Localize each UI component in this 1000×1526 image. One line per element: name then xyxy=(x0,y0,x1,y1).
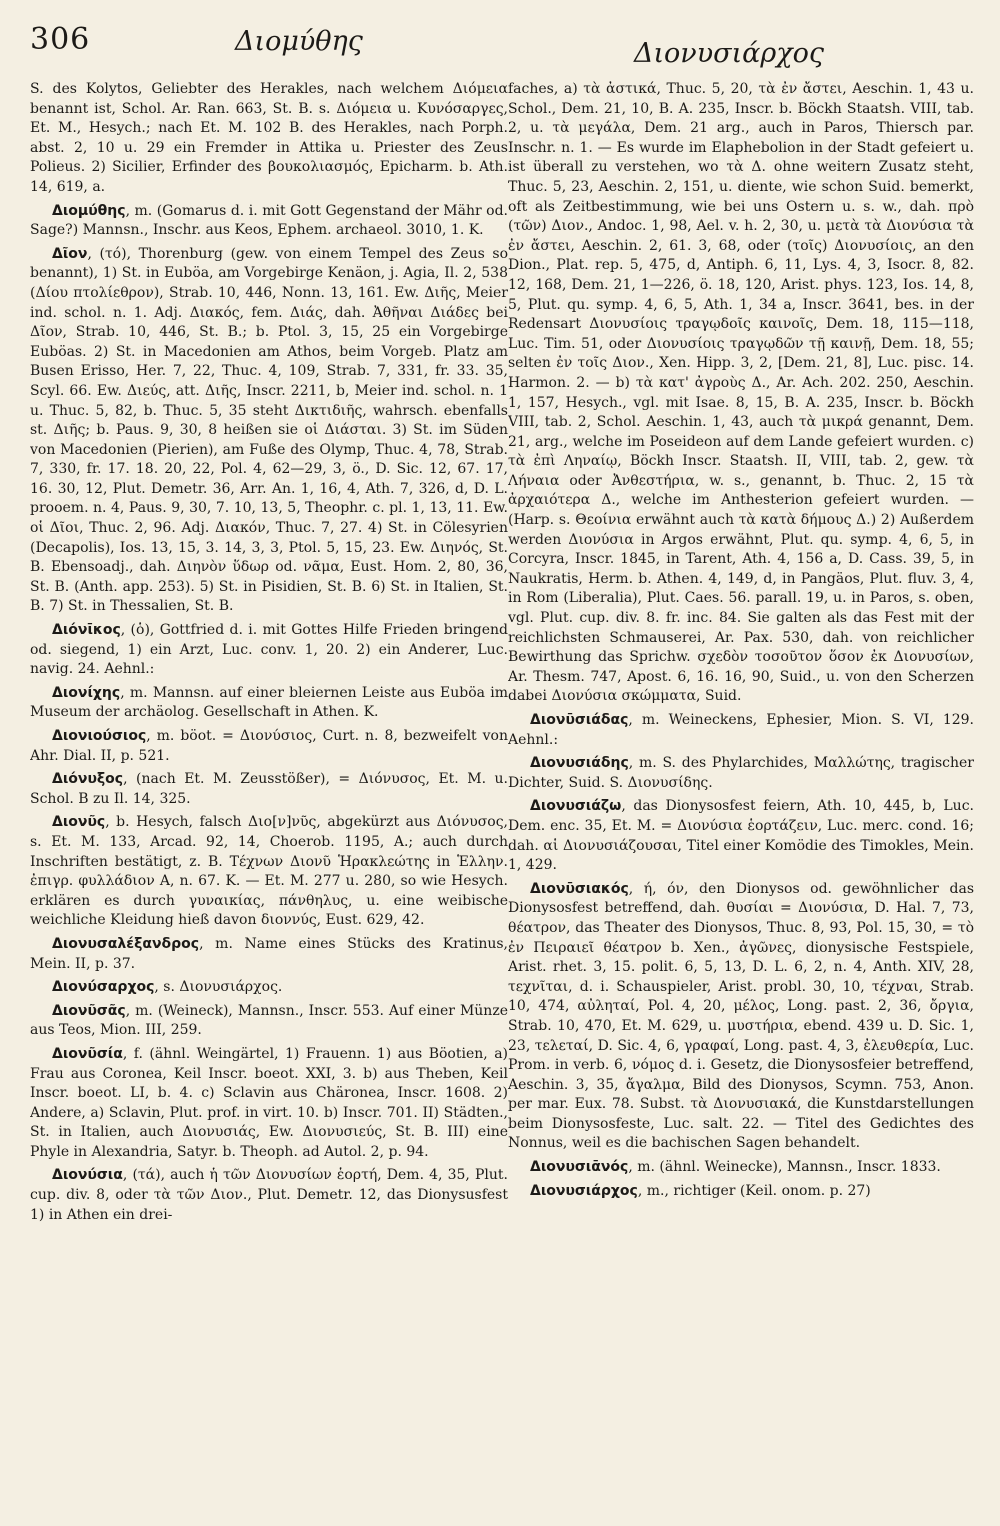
entry-text: , (nach Et. M. Zeusstößer), = Διόνυσος, Et. M. u. Schol. B zu Il. 14, 325. xyxy=(30,771,508,807)
entry-text: , m. Mannsn. auf einer bleiernen Leiste aus Euböa im Museum der archäolog. Gesellschaft in Athen. K. xyxy=(30,684,508,721)
entry-headword: Διονυσιᾱνός xyxy=(530,1159,629,1176)
dictionary-entry xyxy=(30,684,508,723)
entry-headword: Διονῦς xyxy=(52,814,106,831)
entry-text: , m. S. des Phylarchides, Μαλλώτης, tragischer Dichter, Suid. S. Διονυσίδης. xyxy=(508,755,974,791)
dictionary-entry xyxy=(30,1166,508,1225)
dictionary-entry xyxy=(30,770,508,809)
entry-headword: Διόνῑκος xyxy=(52,622,121,639)
entry-continuation xyxy=(508,80,974,707)
entry-headword: Διόνυξος xyxy=(52,771,124,788)
entry-text: , m. (Weineck), Mannsn., Inscr. 553. Auf einer Münze aus Teos, Mion. III, 259. xyxy=(30,1002,508,1039)
dictionary-entry xyxy=(30,935,508,974)
entry-continuation xyxy=(30,80,508,198)
left-column xyxy=(30,80,508,1486)
entry-text: , m. Name eines Stücks des Kratinus, Mein. II, p. 37. xyxy=(30,935,508,972)
entry-headword: Διονύσια xyxy=(52,1167,123,1184)
dictionary-entry xyxy=(508,754,974,793)
entry-text: , m. (ähnl. Weinecke), Mannsn., Inscr. 1833. xyxy=(628,1159,941,1176)
entry-headword: Διονυσιάρχος xyxy=(530,1182,638,1199)
entry-text: , (τό), Thorenburg (gew. von einem Tempel des Zeus so benannt), 1) St. in Euböa, am Vorgebirge Kenäon, j. Agia, Il. 2, 538 (Δίου πτολίεθρον), Strab. 10, 446, Nonn. 13, 161. Ew. Διῆς, Meier ind. schol. n. 1. Adj. Διακός, fem. Διάς, dah. Ἀθῆναι Διάδες bei Δῖον, Strab. 10, 446, St. B.; b. Ptol. 3, 15, 25 ein Vorgebirge Euböas. 2) St. in Macedonien am Athos, beim Vorgeb. Platz am Busen Erisso, Her. 7, 22, Thuc. 4, 109, Strab. 7, 331, fr. 33. 35, Scyl. 66. Ew. Διεύς, att. Διῆς, Inscr. 2211, b, Meier ind. schol. n. 1 u. Thuc. 5, 82, b. Thuc. 5, 35 steht Δικτιδιῆς, wahrsch. ebenfalls st. Διῆς; b. Paus. 9, 30, 8 heißen sie οἱ Διάσται. 3) St. im Süden von Macedonien (Pierien), am Fuße des Olymp, Thuc. 4, 78, Strab. 7, 330, fr. 17. 18. 20, 22, Pol. 4, 62—29, 3, ö., D. Sic. 12, 67. 17, 16. 30, 12, Plut. Demetr. 36, Arr. An. 1, 16, 4, Ath. 7, 326, d, D. L. prooem. n. 4, Paus. 9, 30, 7. 10, 13, 5, Theophr. c. pl. 1, 13, 11. Ew. οἱ Δῖοι, Thuc. 2, 96. Adj. Διακόν, Thuc. 7, 27. 4) St. in Cölesyrien (Decapolis), Ios. 13, 15, 3. 14, 3, 3, Ptol. 5, 15, 23. Ew. Διηνός, St. B. Ebensoadj., dah. Διηνὸν ὕδωρ od. νᾶμα, Eust. Hom. 2, 80, 36, St. B. (Anth. app. 253). 5) St. in Pisidien, St. B. 6) St. in Italien, St. B. 7) St. in Thessalien, St. B. xyxy=(30,245,508,615)
entry-headword: Διονῡσιακός xyxy=(530,880,629,897)
entry-text: S. des Kolytos, Geliebter des Herakles, nach welchem Διόμεια benannt ist, Schol. Ar. Ran. 663, St. B. s. Διόμεια u. Κυνόσαργες, Et. M., Hesych.; nach Et. M. 102 B. des Herakles, nach Porph. abst. 2, 10 u. 29 ein Fremder in Attika u. Priester des Zeus Polieus. 2) Sicilier, Erfinder des βουκολιασμός, Epicharm. b. Ath. 14, 619, a. xyxy=(30,81,508,195)
dictionary-entry xyxy=(30,1045,508,1163)
entry-text: , s. Διονυσιάρχος. xyxy=(154,979,283,996)
entry-text: , (ὁ), Gottfried d. i. mit Gottes Hilfe Frieden bringend od. siegend, 1) ein Arzt, Luc. conv. 1, 20. 2) ein Anderer, Luc. navig. 24. Aehnl.: xyxy=(30,622,508,678)
entry-headword: Διονυσιάζω xyxy=(530,798,622,815)
entry-headword: Διονῡσιάδας xyxy=(530,712,629,728)
page-header xyxy=(30,14,974,69)
entry-text: faches, a) τὰ ἀστικά, Thuc. 5, 20, τὰ ἐν ἄστει, Aeschin. 1, 43 u. Schol., Dem. 21, 10, B. A. 235, Inscr. b. Böckh Staatsh. VIII, tab. 2, u. τὰ μεγάλα, Dem. 21 arg., auch in Paros, Thiersch par. Inschr. n. 1. — Es wurde im Elaphebolion in der Stadt gefeiert u. ist überall zu verstehen, wo τὰ Δ. ohne weitern Zusatz steht, Thuc. 5, 23, Aeschin. 2, 151, u. diente, wie schon Suid. bemerkt, oft als Zeitbestimmung, wie bei uns Ostern u. s. w., dah. πρὸ (τῶν) Διον., Andoc. 1, 98, Ael. v. h. 2, 30, u. μετὰ τὰ Διονύσια τὰ ἐν ἄστει, Aeschin. 2, 61. 3, 68, oder (τοῖς) Διονυσίοις, an den Dion., Plat. rep. 5, 475, d, Antiph. 6, 11, Lys. 4, 3, Isocr. 8, 82. 12, 168, Dem. 21, 1—226, ö. 18, 120, Arist. phys. 123, Ios. 14, 8, 5, Plut. qu. symp. 4, 6, 5, Ath. 1, 34 a, Inscr. 3641, bes. in der Redensart Διονυσίοις τραγῳδοῖς καινοῖς, Dem. 18, 115—118, Luc. Tim. 51, oder Διονυσίοις τραγῳδῶν τῇ καινῇ, Dem. 18, 55; selten ἐν τοῖς Διον., Xen. Hipp. 3, 2, [Dem. 21, 8], Luc. pisc. 14. Harmon. 2. — b) τὰ κατ' ἀγροὺς Δ., Ar. Ach. 202. 250, Aeschin. 1, 157, Hesych., vgl. mit Isae. 8, 15, B. A. 235, Inscr. b. Böckh VIII, tab. 2, Schol. Aeschin. 1, 43, auch τὰ μικρά genannt, Dem. 21, arg., welche im Poseideon auf dem Lande gefeiert wurden. c) τὰ ἐπὶ Ληναίῳ, Böckh Inscr. Staatsh. II, VIII, tab. 2, gew. τὰ Λήναια oder Ἀνθεστήρια, w. s., genannt, b. Thuc. 2, 15 τὰ ἀρχαιότερα Δ., welche im Anthesterion gefeiert wurden. — (Harp. s. Θεοίνια erwähnt auch τὰ κατὰ δήμους Δ.) 2) Außerdem werden Διονύσια in Argos erwähnt, Plut. qu. symp. 4, 6, 5, in Corcyra, Inscr. 1845, in Tarent, Ath. 4, 156 a, D. Cass. 39, 5, in Naukratis, Herm. b. Athen. 4, 149, d, in Pangäos, Plut. fluv. 3, 4, in Rom (Liberalia), Plut. Caes. 56. parall. 19, u. in Paros, s. oben, vgl. Plut. cup. div. 8. fr. inc. 84. Sie galten als das Fest mit der reichlichsten Schmauserei, Ar. Pax. 530, dah. von reichlicher Bewirthung das Sprichw. σχεδὸν τοσοῦτον ὅσον ἐκ Διονυσίων, Ar. Thesm. 747, Apost. 6, 16. 16, 90, Suid., u. von den Scherzen dabei Διονύσια σκώμματα, Suid. xyxy=(508,81,974,705)
entry-headword: Διονυσαλέξανδρος xyxy=(52,935,200,952)
dictionary-entry xyxy=(508,1182,974,1202)
dictionary-entry xyxy=(30,621,508,680)
entry-text: , ή, όν, den Dionysos od. gewöhnlicher das Dionysosfest betreffend, dah. θυσίαι = Διονύσια, D. Hal. 7, 73, θέατρον, das Theater des Dionysos, Thuc. 8, 93, Pol. 15, 30, = τὸ ἐν Πειραιεῖ θέατρον b. Xen., ἀγῶνες, dionysische Festspiele, Arist. rhet. 3, 15. polit. 6, 5, 13, D. L. 6, 2, n. 4, Anth. XIV, 28, τεχνῖται, d. i. Schauspieler, Arist. probl. 30, 10, τέχναι, Strab. 10, 474, αὐληταί, Pol. 4, 20, μέλος, Long. past. 2, 36, ὄργια, Strab. 10, 470, Et. M. 629, u. μυστήρια, ebend. 439 u. D. Sic. 1, 23, τελεταί, D. Sic. 4, 6, γραφαί, Long. past. 4, 3, ἐλευθερία, Luc. Prom. in verb. 6, νόμος d. i. Gesetz, die Dionysosfeier betreffend, Aeschin. 3, 35, ἄγαλμα, Bild des Dionysos, Scymn. 753, Anon. per mar. Eux. 78. Subst. τὰ Διονυσιακά, die Kunstdarstellungen beim Dionysosfeste, Luc. salt. 22. — Titel des Gedichtes des Nonnus, weil es die bachischen Sagen behandelt. xyxy=(508,880,974,1152)
dictionary-entry xyxy=(508,711,974,750)
entry-text: , m. Weineckens, Ephesier, Mion. S. VI, 129. Aehnl.: xyxy=(508,712,974,748)
entry-text: , (τά), auch ἡ τῶν Διονυσίων ἑορτή, Dem. 4, 35, Plut. cup. div. 8, oder τὰ τῶν Διον., Plut. Demetr. 12, das Dionysusfest 1) in Athen ein drei- xyxy=(30,1167,508,1223)
entry-headword: Διονῦσᾶς xyxy=(52,1002,126,1019)
dictionary-entry xyxy=(30,1002,508,1041)
entry-headword: Διομύθης xyxy=(52,202,126,219)
dictionary-entry xyxy=(30,245,508,617)
right-running-head: Διονυσιάρχος xyxy=(633,38,824,69)
right-column xyxy=(508,80,974,1486)
entry-headword: Διονῦσία xyxy=(52,1045,123,1062)
entry-text: , b. Hesych, falsch Διο[ν]νῦς, abgekürzt aus Διόνυσος, s. Et. M. 133, Arcad. 92, 14, Choerob. 1195, A.; auch durch Inschriften bestätigt, z. B. Τέχνων Διονῦ Ἡρακλεώτης in Ἑλλην. ἐπιγρ. φυλλάδιον A, n. 67. K. — Et. M. 277 u. 280, so wie Hesych. erklären es durch γυναικίας, πάνθηλυς, u. eine weibische weichliche Kleidung hieß davon διοννύς, Eust. 629, 42. xyxy=(30,814,508,929)
entry-text: , m. (Gomarus d. i. mit Gott Gegenstand der Mähr od. Sage?) Mannsn., Inschr. aus Keos, Ephem. archaeol. 3010, 1. K. xyxy=(30,202,508,239)
dictionary-entry xyxy=(508,797,974,875)
dictionary-entry xyxy=(508,1158,974,1178)
dictionary-entry xyxy=(30,813,508,931)
entry-text: , f. (ähnl. Weingärtel, 1) Frauenn. 1) aus Böotien, a) Frau aus Coronea, Keil Inscr. boeot. XXI, 3. b) aus Theben, Keil Inscr. boeot. LI, b. 4. c) Sclavin aus Chäronea, Inscr. 1608. 2) Andere, a) Sclavin, Plut. prof. in virt. 10. b) Inscr. 701. II) Städten., St. in Italien, auch Διονυσιάς, Ew. Διονυσιεύς, St. B. III) eine Phyle in Alexandria, Satyr. b. Theoph. ad Autol. 2, p. 94. xyxy=(30,1045,508,1160)
dictionary-entry xyxy=(30,202,508,241)
entry-headword: Διονίχης xyxy=(52,684,121,701)
entry-headword: Διονιούσιος xyxy=(52,728,147,744)
dictionary-entry xyxy=(508,880,974,1154)
dictionary-entry xyxy=(30,978,508,998)
dictionary-entry xyxy=(30,727,508,766)
entry-headword: Δῖον xyxy=(52,245,88,262)
entry-headword: Διονυσιάδης xyxy=(530,755,629,772)
entry-text: , m. böot. = Διονύσιος, Curt. n. 8, bezweifelt von Ahr. Dial. II, p. 521. xyxy=(30,728,508,764)
entry-text: , m., richtiger (Keil. onom. p. 27) xyxy=(637,1182,871,1199)
left-running-head: Διομύθης xyxy=(235,26,363,57)
entry-headword: Διονύσαρχος xyxy=(52,979,155,996)
page-number: 306 xyxy=(30,22,91,57)
entry-text: , das Dionysosfest feiern, Ath. 10, 445, b, Luc. Dem. enc. 35, Et. M. = Διονύσια ἑορτάζειν, Luc. merc. cond. 16; dah. αἱ Διονυσιάζουσαι, Titel einer Komödie des Timokles, Mein. 1, 429. xyxy=(508,798,974,874)
